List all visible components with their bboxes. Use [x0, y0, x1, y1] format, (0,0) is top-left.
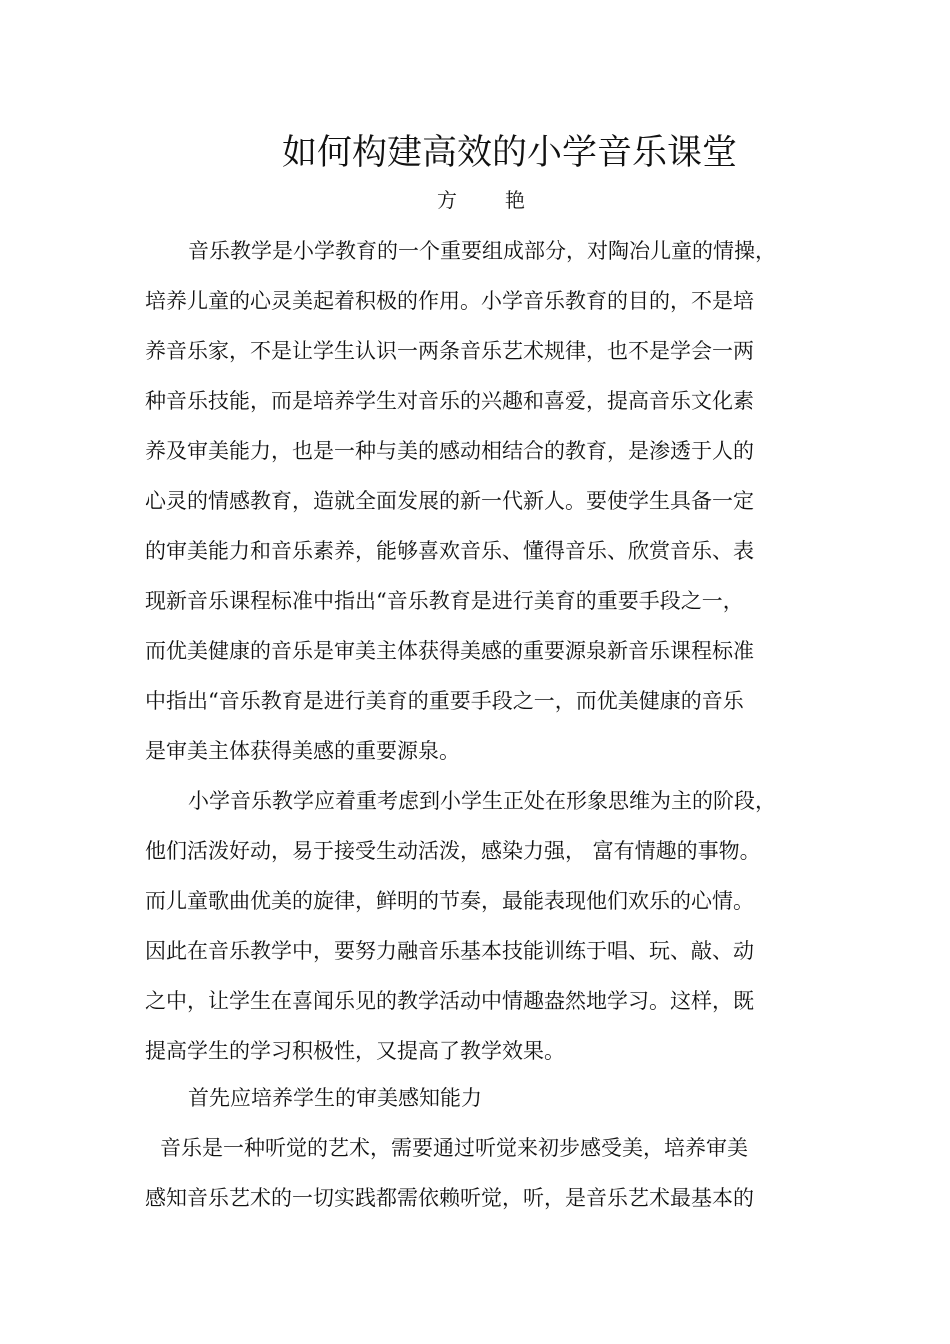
paragraph-1-line-2: 培养儿童的心灵美起着积极的作用。小学音乐教育的目的，不是培 — [145, 289, 754, 313]
paragraph-1-line-7: 的审美能力和音乐素养，能够喜欢音乐、懂得音乐、欣赏音乐、表 — [145, 539, 754, 563]
paragraph-1-line-1: 音乐教学是小学教育的一个重要组成部分，对陶冶儿童的情操， — [188, 239, 776, 263]
paragraph-2-line-4: 因此在音乐教学中，要努力融音乐基本技能训练于唱、玩、敲、动 — [145, 939, 754, 963]
paragraph-2-line-3: 而儿童歌曲优美的旋律，鲜明的节奏，最能表现他们欢乐的心情。 — [145, 889, 754, 913]
paragraph-1-line-9: 而优美健康的音乐是审美主体获得美感的重要源泉新音乐课程标准 — [145, 639, 754, 663]
author-surname: 方 — [437, 188, 457, 212]
paragraph-1-line-3: 养音乐家，不是让学生认识一两条音乐艺术规律，也不是学会一两 — [145, 339, 754, 363]
document-title: 如何构建高效的小学音乐课堂 — [282, 133, 738, 173]
paragraph-1-line-8: 现新音乐课程标准中指出“音乐教育是进行美育的重要手段之一， — [145, 589, 744, 613]
section-line-2: 感知音乐艺术的一切实践都需依赖听觉，听，是音乐艺术最基本的 — [145, 1186, 754, 1210]
paragraph-1-line-4: 种音乐技能，而是培养学生对音乐的兴趣和喜爱，提高音乐文化素 — [145, 389, 754, 413]
section-heading: 首先应培养学生的审美感知能力 — [188, 1086, 482, 1110]
paragraph-2-line-2: 他们活泼好动，易于接受生动活泼，感染力强， 富有情趣的事物。 — [145, 839, 761, 863]
paragraph-1-line-6: 心灵的情感教育，造就全面发展的新一代新人。要使学生具备一定 — [145, 489, 754, 513]
paragraph-2-line-5: 之中，让学生在喜闻乐见的教学活动中情趣盎然地学习。这样，既 — [145, 989, 754, 1013]
paragraph-2-line-1: 小学音乐教学应着重考虑到小学生正处在形象思维为主的阶段， — [188, 789, 776, 813]
paragraph-1-line-10: 中指出“音乐教育是进行美育的重要手段之一，而优美健康的音乐 — [145, 689, 744, 713]
paragraph-2-line-6: 提高学生的学习积极性，又提高了教学效果。 — [145, 1039, 565, 1063]
author-given-name: 艳 — [505, 188, 525, 212]
section-line-1: 音乐是一种听觉的艺术，需要通过听觉来初步感受美，培养审美 — [160, 1136, 748, 1160]
paragraph-1-line-11: 是审美主体获得美感的重要源泉。 — [145, 739, 460, 763]
paragraph-1-line-5: 养及审美能力，也是一种与美的感动相结合的教育，是渗透于人的 — [145, 439, 754, 463]
author-name — [0, 185, 950, 215]
